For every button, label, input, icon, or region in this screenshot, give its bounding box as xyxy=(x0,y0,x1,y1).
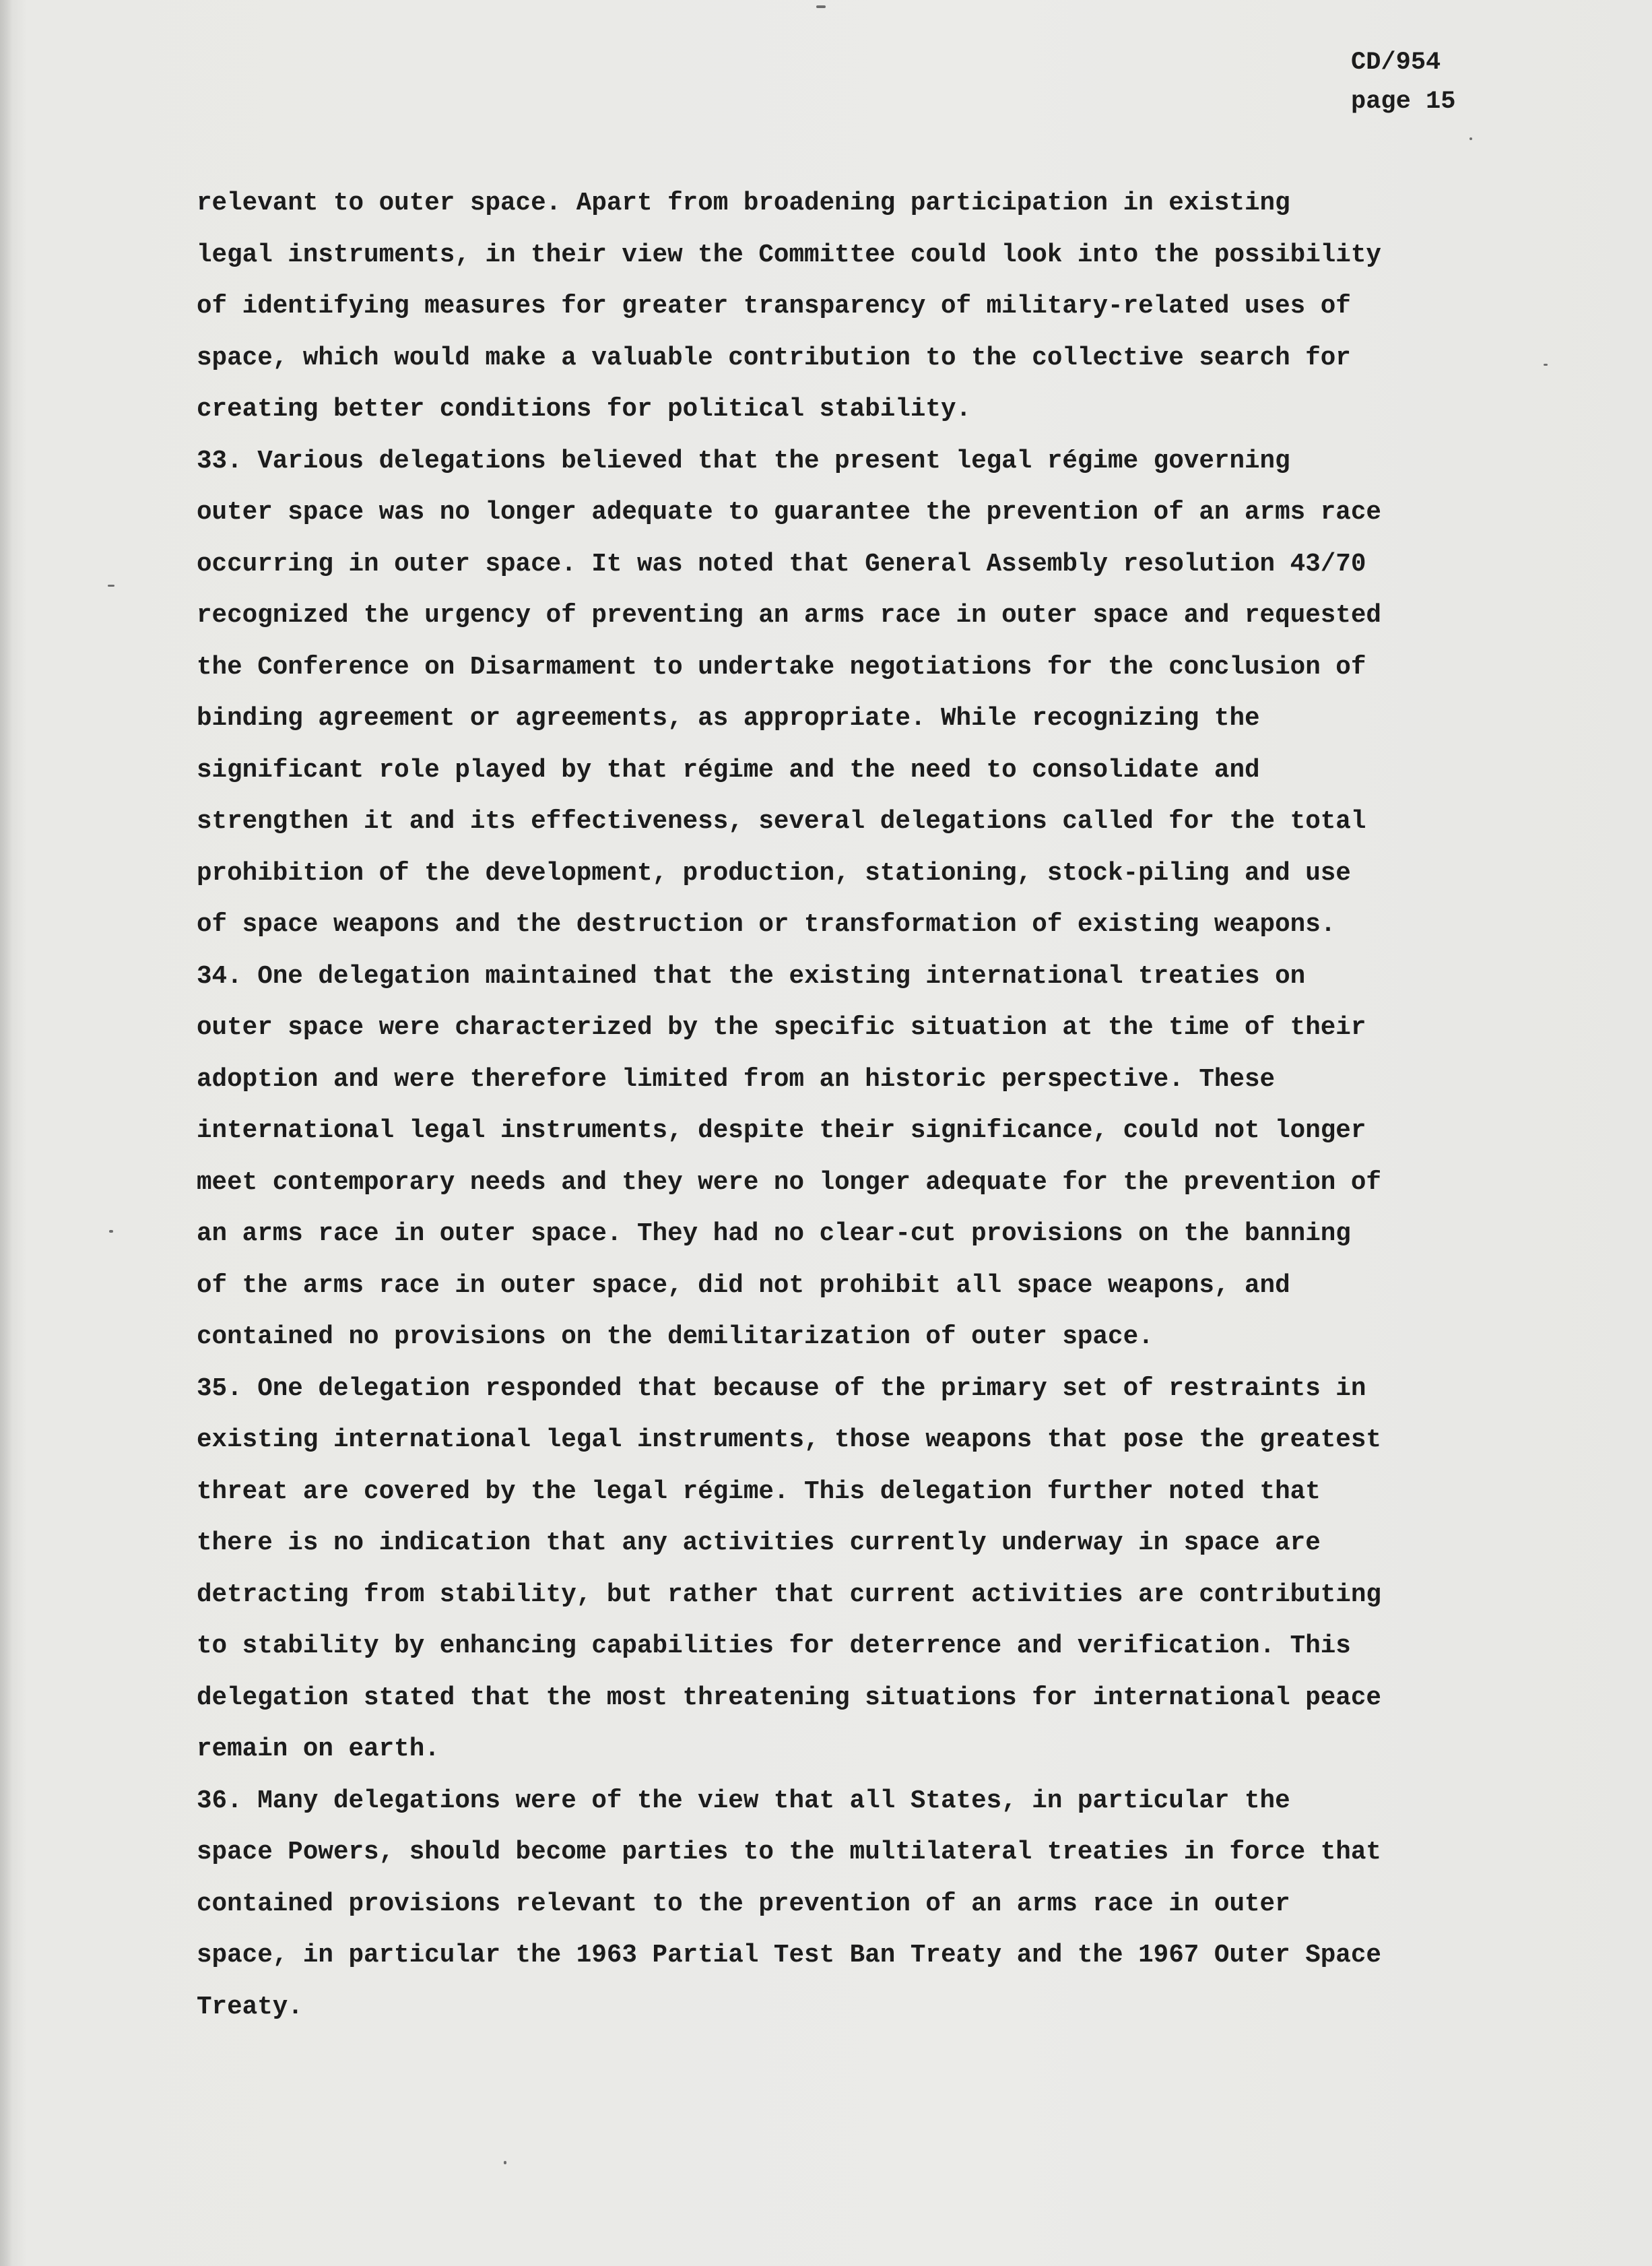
paragraph-35-start: 35. One delegation responded that because of the primary set of restraints in xyxy=(197,1374,1366,1403)
text-line: relevant to outer space. Apart from broadening participation in existing xyxy=(197,189,1290,218)
paragraph-34-start: 34. One delegation maintained that the existing international treaties on xyxy=(197,962,1306,991)
scan-speck xyxy=(1469,137,1472,140)
text-line: creating better conditions for political stability. xyxy=(197,395,972,424)
scan-speck xyxy=(816,5,826,8)
text-line: contained no provisions on the demilitarization of outer space. xyxy=(197,1323,1154,1351)
text-line: binding agreement or agreements, as appropriate. While recognizing the xyxy=(197,705,1260,733)
text-line: Treaty. xyxy=(197,1993,303,2021)
text-line: significant role played by that régime and the need to consolidate and xyxy=(197,756,1260,785)
text-line: existing international legal instruments, those weapons that pose the greatest xyxy=(197,1426,1381,1454)
text-line: space, in particular the 1963 Partial Test Ban Treaty and the 1967 Outer Space xyxy=(197,1941,1381,1970)
text-line: international legal instruments, despite their significance, could not longer xyxy=(197,1117,1366,1145)
text-line: space, which would make a valuable contribution to the collective search for xyxy=(197,344,1351,373)
text-line: detracting from stability, but rather that current activities are contributing xyxy=(197,1580,1381,1609)
text-line: of space weapons and the destruction or transformation of existing weapons. xyxy=(197,911,1336,939)
text-line: there is no indication that any activities currently underway in space are xyxy=(197,1529,1321,1557)
text-line: outer space were characterized by the specific situation at the time of their xyxy=(197,1014,1366,1042)
text-line: remain on earth. xyxy=(197,1735,440,1763)
text-line: legal instruments, in their view the Committee could look into the possibility xyxy=(197,240,1381,269)
document-symbol: CD/954 xyxy=(1351,48,1441,77)
paragraph-33-start: 33. Various delegations believed that the present legal régime governing xyxy=(197,447,1290,476)
text-line: recognized the urgency of preventing an arms race in outer space and requested xyxy=(197,602,1381,630)
text-line: prohibition of the development, production, stationing, stock-piling and use xyxy=(197,859,1351,888)
text-line: of the arms race in outer space, did not prohibit all space weapons, and xyxy=(197,1271,1290,1300)
text-line: contained provisions relevant to the prevention of an arms race in outer xyxy=(197,1889,1290,1918)
text-line: meet contemporary needs and they were no longer adequate for the prevention of xyxy=(197,1168,1381,1197)
scan-speck xyxy=(109,1230,113,1233)
text-line: space Powers, should become parties to the multilateral treaties in force that xyxy=(197,1838,1381,1867)
body-text xyxy=(197,178,1584,2033)
text-line: threat are covered by the legal régime. This delegation further noted that xyxy=(197,1477,1321,1506)
page-number: page 15 xyxy=(1351,88,1456,116)
scan-speck xyxy=(1544,364,1548,366)
text-line: an arms race in outer space. They had no clear-cut provisions on the banning xyxy=(197,1220,1351,1248)
text-line: delegation stated that the most threatening situations for international peace xyxy=(197,1683,1381,1712)
text-line: of identifying measures for greater transparency of military-related uses of xyxy=(197,292,1351,321)
text-line: strengthen it and its effectiveness, several delegations called for the total xyxy=(197,808,1366,836)
scan-edge-shadow xyxy=(0,0,12,2266)
page-reference xyxy=(1351,43,1455,121)
text-line: occurring in outer space. It was noted that General Assembly resolution 43/70 xyxy=(197,550,1366,579)
scan-speck xyxy=(108,585,114,587)
paragraph-36-start: 36. Many delegations were of the view that all States, in particular the xyxy=(197,1786,1290,1815)
text-line: to stability by enhancing capabilities for deterrence and verification. This xyxy=(197,1632,1351,1660)
text-line: adoption and were therefore limited from an historic perspective. These xyxy=(197,1065,1276,1094)
text-line: outer space was no longer adequate to guarantee the prevention of an arms race xyxy=(197,498,1381,527)
text-line: the Conference on Disarmament to undertake negotiations for the conclusion of xyxy=(197,653,1366,682)
scan-speck xyxy=(504,2161,506,2164)
